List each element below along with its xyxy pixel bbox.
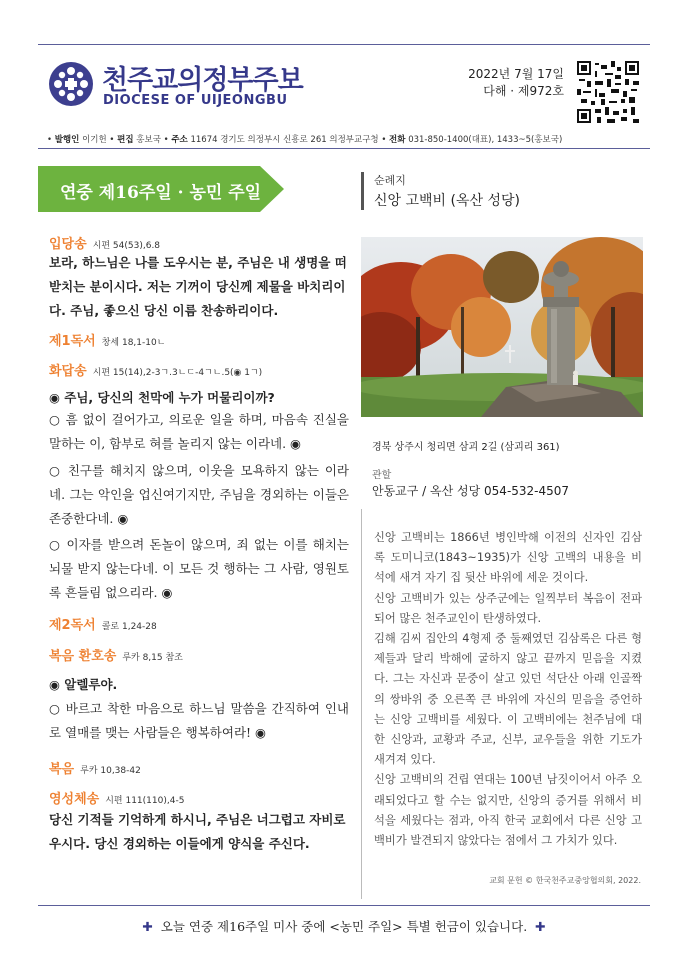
entrance-antiphon-text: 보라, 하느님은 나를 도우시는 분, 주님은 내 생명을 떠받치는 분이시다. 저는 기꺼이 당신께 제물을 바치리이다. 주님, 좋으신 당신 이름 찬송하리이다. — [49, 255, 347, 318]
publisher-label: 발행인 — [54, 135, 80, 145]
issue-number: 다해 · 제972호 — [483, 84, 564, 98]
cross-icon: ✚ — [535, 919, 546, 934]
top-rule — [38, 44, 650, 45]
psalm-ref: 시편 15(14),2-3ㄱ.3ㄴㄷ-4ㄱㄴ.5(◉ 1ㄱ) — [92, 368, 263, 378]
psalm-verse: ○ 이자를 받으려 돈놀이 않으며, 죄 없는 이를 해치는 뇌물 받지 않는다네. 이 모든 것 행하는 그 사람, 영원토록 흔들림 없으리라. ◉ — [49, 537, 349, 600]
acclamation-title: 복음 환호송 — [49, 649, 117, 664]
communion-heading — [49, 788, 184, 807]
body-paragraph: 신앙 고백비의 건립 연대는 100년 남짓이어서 아주 오래되었다고 할 수는 없지만, 신앙의 증거를 위해서 비석을 세웠다는 점과, 아직 한국 교회에서 다른 신앙 고백비가 발견되지 않았다는 점에서 그 가치가 있다. — [374, 773, 642, 848]
cross-icon: ✚ — [142, 919, 153, 934]
footer-notice — [38, 917, 650, 935]
section-marker — [361, 172, 364, 210]
column-divider — [361, 509, 362, 899]
pilgrimage-category: 순례지 — [374, 174, 406, 187]
pilgrimage-body — [374, 528, 642, 851]
editor-label: 편집 — [117, 135, 134, 145]
sunday-title: 연중 제16주일 · 농민 주일 — [60, 183, 262, 203]
psalm-heading — [49, 360, 262, 379]
brand-title: 천주교의정부주보 — [102, 65, 303, 96]
footer-rule — [38, 905, 650, 906]
copyright-credit: 교회 문헌 © 한국천주교중앙협의회, 2022. — [489, 876, 641, 885]
entrance-title: 입당송 — [49, 237, 87, 252]
reading2-title: 제2독서 — [49, 618, 96, 633]
alleluia-response: ◉ 알렐루야. — [49, 677, 118, 692]
reading1-ref: 창세 18,1-10ㄴ — [101, 338, 166, 348]
monument-photo — [361, 237, 643, 417]
acclamation-ref: 루카 8,15 참조 — [122, 653, 183, 663]
phone-label: 전화 — [389, 135, 406, 145]
first-reading-heading — [49, 330, 165, 349]
reading1-title: 제1독서 — [49, 334, 96, 349]
communion-antiphon-text: 당신 기적들 기억하게 하시니, 주님은 너그럽고 자비로우시다. 당신 경외하는 이들에게 양식을 주신다. — [49, 812, 346, 851]
entrance-ref: 시편 54(53),6.8 — [92, 241, 161, 251]
phone: 031-850-1400(대표), 1433~5(홍보국) — [408, 135, 563, 145]
communion-title: 영성체송 — [49, 792, 100, 807]
psalm-verse: ○ 친구를 해치지 않으며, 이웃을 모욕하지 않는 이라네. 그는 악인을 업신여기지만, 주님을 경외하는 이들은 존중한다네. ◉ — [49, 463, 349, 526]
logo-emblem-icon — [49, 62, 93, 106]
qr-code-icon[interactable] — [577, 61, 639, 123]
body-paragraph: 신앙 고백비는 1866년 병인박해 이전의 신자인 김삼록 도미니코(1843~1935)가 신앙 고백의 내용을 비석에 새겨 자기 집 뒷산 바위에 세운 것이다. — [374, 531, 642, 585]
reading2-ref: 콜로 1,24-28 — [101, 622, 157, 632]
psalm-response: ◉ 주님, 당신의 천막에 누가 머물리이까? — [49, 390, 275, 405]
address-label: 주소 — [171, 135, 188, 145]
psalm-verse: ○ 흠 없이 걸어가고, 의로운 일을 하며, 마음속 진실을 말하는 이, 함부로 혀를 놀리지 않는 이라네. ◉ — [49, 412, 349, 451]
issue-date-block — [468, 66, 564, 100]
communion-ref: 시편 111(110),4-5 — [105, 796, 185, 806]
pilgrimage-title: 신앙 고백비 (옥산 성당) — [374, 193, 520, 209]
publisher: 이기헌 — [82, 135, 107, 145]
address: 11674 경기도 의정부시 신흥로 261 의정부교구청 — [190, 135, 379, 145]
jurisdiction-contact: 안동교구 / 옥산 성당 054-532-4507 — [372, 484, 570, 498]
publisher-info-bar: • 발행인 이기헌 • 편집 홍보국 • 주소 11674 경기도 의정부시 신흥로 261 의정부교구청 • 전화 031-850-1400(대표), 1433~5(홍보국) — [47, 135, 563, 145]
issue-date: 2022년 7월 17일 — [468, 67, 564, 81]
body-paragraph: 김해 김씨 집안의 4형제 중 둘째였던 김삼록은 다른 형제들과 달리 박해에 굴하지 않고 끝까지 믿음을 지켰다. 그는 자신과 문중이 살고 있던 석단산 아래 인골짝의 쌍바위 중 오른쪽 큰 바위에 자신의 믿음을 증언하는 신앙 고백비를 세웠다. 이 고백비에는 천주님에 대한 신앙과, 교황과 주교, 신부, 교우들을 위한 기도가 새겨져 있다. — [374, 632, 642, 767]
pilgrimage-address: 경북 상주시 청리면 삼괴 2길 (삼괴리 361) — [372, 442, 560, 453]
gospel-heading — [49, 758, 141, 777]
gospel-acclamation-heading — [49, 645, 183, 664]
brand-subtitle: DIOCESE OF UIJEONGBU — [103, 93, 288, 108]
notice-text: 오늘 연중 제16주일 미사 중에 <농민 주일> 특별 헌금이 있습니다. — [160, 919, 528, 934]
gospel-title: 복음 — [49, 762, 75, 777]
header-bottom-rule — [38, 148, 650, 149]
gospel-ref: 루카 10,38-42 — [80, 766, 141, 776]
jurisdiction-label: 관할 — [372, 470, 392, 481]
psalm-title: 화답송 — [49, 364, 87, 379]
entrance-antiphon-heading — [49, 233, 160, 252]
diocese-logo — [49, 62, 93, 106]
second-reading-heading — [49, 614, 157, 633]
acclamation-verse: ○ 바르고 착한 마음으로 하느님 말씀을 간직하여 인내로 열매를 맺는 사람들은 행복하여라! ◉ — [49, 701, 349, 740]
body-paragraph: 신앙 고백비가 있는 상주군에는 일찍부터 복음이 전파되어 많은 천주교인이 탄생하였다. — [374, 591, 642, 625]
editor: 홍보국 — [136, 135, 161, 145]
